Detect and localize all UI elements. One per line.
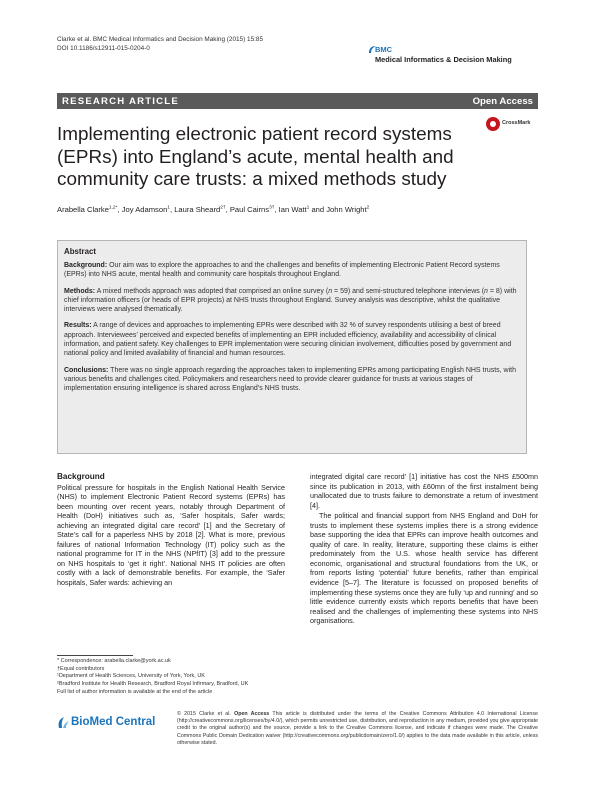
- article-title: [57, 124, 527, 192]
- author-conjunction: and: [311, 205, 325, 214]
- body-paragraph: Political pressure for hospitals in the English National Health Service (NHS) to implement Electronic Patient Record systems (EPRs) has been mounting over recent years, notably through Department of Health (DoH) initiatives such as, ‘Safer hospitals, Safer wards; achieving an integrated digital care record’ [1] and the Secretary of State’s call for a paperless NHS by 2018 [2]. What is more, previous failures of national Information Technology (IT) policy such as the national programme for IT in the NHS (NPfIT) [3] add to the pressure on NHS hospitals to ‘get it right’. National NHS IT policies are often costly with a lack of demonstrable benefits. For example, the ‘Safer hospitals, Safer wards: achieving an: [57, 482, 285, 588]
- author-list: Arabella Clarke$^{1,2*}$, Joy Adamson$^1$, Laura Sheard$^{2\dagger}$, Paul Cairns$^{3\dagger}$, Ian Watt$^1$ and John Wright$^2$: [57, 205, 370, 214]
- section-label: Methods:: [64, 287, 96, 295]
- title-line: community care trusts: a mixed methods study: [57, 169, 447, 190]
- author-affiliation: 1,2*: [108, 205, 118, 211]
- article-type-banner: [57, 93, 538, 109]
- license-statement: [177, 711, 538, 747]
- abstract-results: [64, 321, 521, 358]
- sample-size-symbol: n: [484, 287, 488, 295]
- section-heading: Background: [57, 472, 105, 481]
- author-name[interactable]: John Wright: [326, 205, 367, 214]
- crossmark-label: CrossMark: [502, 120, 531, 126]
- section-text: Our aim was to explore the approaches to and the challenges and benefits of implementing Electronic Patient Record systems (EPRs) into NHS acute, mental health and community care hospitals throughout England.: [64, 262, 500, 279]
- author-name[interactable]: Ian Watt: [278, 205, 307, 214]
- section-text: A range of devices and approaches to implementing EPRs were described with 32 % of survey respondents utilising a best of breed approach. Interviewees’ perceived and expected benefits of implementing an EPR included efficiency, availability and accessibility of clinical information, and patient safety. Key challenges to EPR implementation were securing clinician involvement, difficulties posed by government and national policy and limited availability of financial and human resources.: [64, 322, 512, 358]
- biomed-central-logo: [57, 714, 167, 734]
- equal-contribution-note: †Equal contributors: [57, 665, 105, 672]
- author-affiliation: 1: [167, 205, 170, 211]
- article-type: RESEARCH ARTICLE: [62, 96, 179, 107]
- body-column-left: [57, 472, 285, 588]
- section-label: Conclusions:: [64, 366, 109, 374]
- section-text: = 59) and semi-structured telephone interviews (: [332, 287, 485, 295]
- biomed-central-icon: [57, 716, 69, 730]
- open-access-label: Open Access: [230, 711, 270, 717]
- citation-header: [57, 35, 263, 53]
- author-name[interactable]: Laura Sheard: [174, 205, 221, 214]
- correspondence-note[interactable]: * Correspondence: arabella.clarke@york.ac.uk: [57, 658, 171, 664]
- doi-line[interactable]: DOI 10.1186/s12911-015-0204-0: [57, 45, 150, 52]
- author-name[interactable]: Paul Cairns: [229, 205, 270, 214]
- author-name[interactable]: Arabella Clarke: [57, 205, 109, 214]
- section-text: = 8) with chief information officers (or heads of EPR projects) at NHS trusts throughout England. Survey analysis was descriptive, whilst the qualitative interviews were analysed thematically.: [64, 287, 517, 314]
- section-label: Background:: [64, 262, 108, 269]
- biomed-central-wordmark: BioMed Central: [71, 716, 156, 728]
- abstract-conclusions: [64, 366, 521, 394]
- journal-name: Medical Informatics & Decision Making: [375, 55, 512, 64]
- abstract-background: [64, 261, 521, 280]
- author-affiliation: 1: [306, 205, 310, 211]
- body-column-right: [310, 472, 538, 626]
- license-text: This article is distributed under the terms of the Creative Commons Attribution 4.0 International License (http://creativecommons.org/licenses/by/4.0/), which permits unrestricted use, distribution, and reproduction in any medium, provided you give appropriate credit to the original author(s) and the source, provide a link to the Creative Commons license, and indicate if changes were made. The Creative Commons Public Domain Dedication waiver (http://creativecommons.org/publicdomain/zero/1.0/) applies to the data made available in this article, unless otherwise stated.: [177, 711, 538, 746]
- journal-publisher: BMC: [375, 45, 393, 54]
- section-text: A mixed methods approach was adopted that comprised an online survey (: [95, 287, 329, 295]
- title-line: Implementing electronic patient record systems: [57, 124, 452, 145]
- sample-size-symbol: n: [328, 287, 333, 295]
- affiliation-note: ¹Department of Health Sciences, University of York, York, UK: [57, 673, 205, 680]
- author-info-note: Full list of author information is available at the end of the article: [57, 688, 213, 695]
- affiliation-note: ²Bradford Institute for Health Research, Bradford Royal Infirmary, Bradford, UK: [57, 681, 249, 688]
- author-affiliation: 2: [366, 205, 370, 211]
- copyright-text: © 2015 Clarke et al.: [177, 711, 231, 717]
- body-paragraph: integrated digital care record’ [1] initiative has cost the NHS £500mn since its publication in 2013, with £60mn of the first instalment being unallocated due to trusts failure to demonstrate a return of investment [4].: [310, 472, 538, 510]
- abstract-methods: [64, 287, 521, 315]
- title-line: (EPRs) into England’s acute, mental health and: [57, 146, 454, 168]
- footnotes: [57, 658, 317, 697]
- body-paragraph: The political and financial support from NHS England and DoH for trusts to implement these systems implies there is a strong evidence base supporting the idea that EPRs can improve health outcomes and quality of care. In reality, literature, supporting these claims is either predominately from the U.S. whose health service has different economic, organisational and structural foundations from the UK, or from reports listing ‘potential’ future benefits, rather than empirical evidence [5–7]. The literature is focussed on proposed benefits of implementing these systems once they are fully ‘up and running’ and so little evidence currently exists which reports benefits that have been realised and the challenges of implementing these systems into NHS organisations.: [310, 511, 538, 626]
- section-label: Results:: [64, 322, 92, 330]
- open-access-label: Open Access: [472, 96, 533, 107]
- section-text: There was no single approach regarding the approaches taken to implementing EPRs among participating English NHS trusts, with various benefits and challenges cited. Policymakers and researchers need to provide clearer guidance for trusts at various stages of implementation ensuring intelligence is shared across England’s NHS trusts.: [64, 366, 516, 393]
- author-affiliation: 2†: [220, 205, 226, 211]
- journal-logo: [368, 45, 548, 69]
- footnote-divider: [57, 655, 133, 656]
- citation-line: Clarke et al. BMC Medical Informatics and Decision Making (2015) 15:85: [57, 36, 264, 43]
- abstract-box: [57, 240, 527, 454]
- abstract-title: Abstract: [64, 247, 97, 256]
- author-affiliation: 3†: [269, 205, 275, 211]
- author-name[interactable]: Joy Adamson: [121, 205, 168, 214]
